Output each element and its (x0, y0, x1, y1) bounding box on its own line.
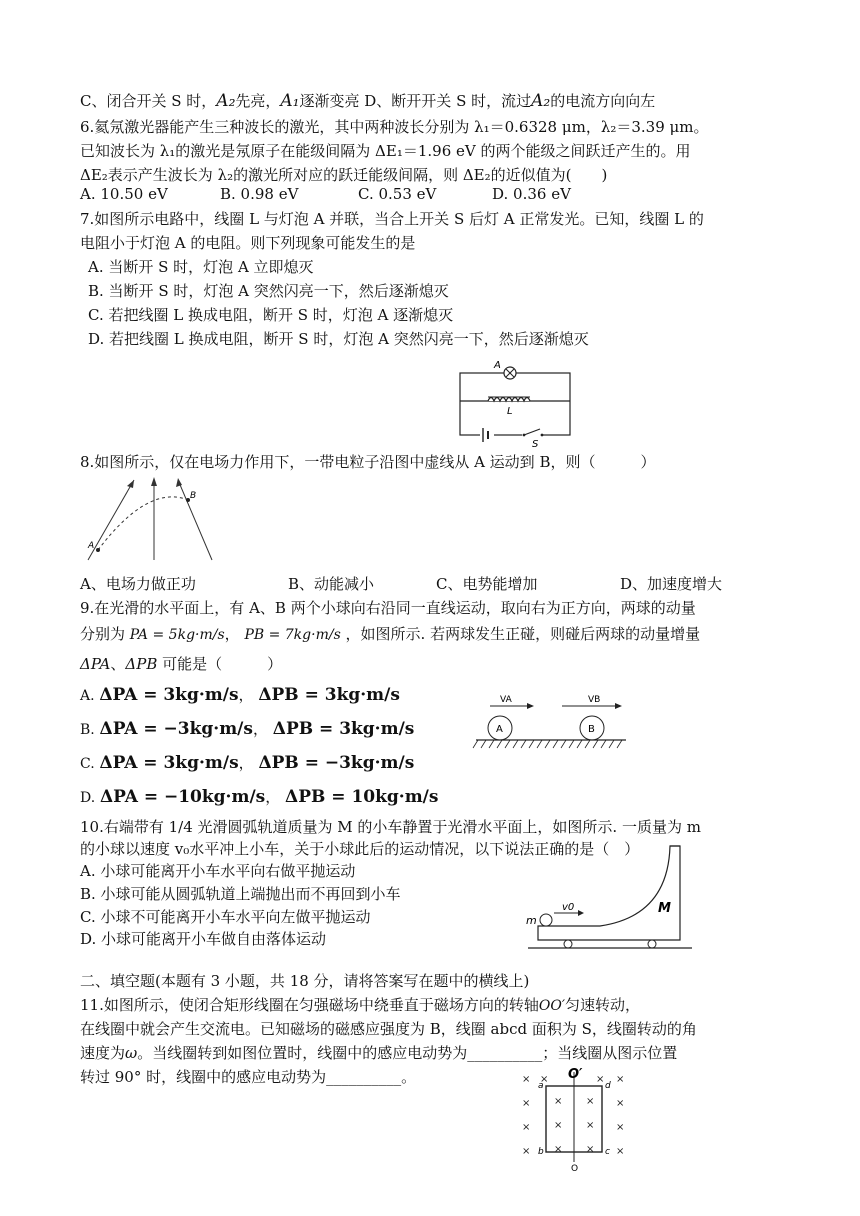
q9-option-c: C. ΔPA = 3kg·m/s， ΔPB = −3kg·m/s (80, 753, 415, 773)
ball-a-label: A (496, 724, 503, 735)
q9-option-d: D. ΔPA = −10kg·m/s， ΔPB = 10kg·m/s (80, 787, 439, 807)
q11-l3-pre: 速度为 (80, 1044, 126, 1062)
q10-option-a: A. 小球可能离开小车水平向右做平抛运动 (80, 862, 356, 880)
svg-text:×: × (616, 1074, 625, 1085)
q8-line-1: 8.如图所示，仅在电场力作用下，一带电粒子沿图中虚线从 A 运动到 B，则（ ） (80, 453, 656, 471)
q9-opt-a-label: A. (80, 688, 95, 704)
q10-line-2: 的小球以速度 v₀水平冲上小车，关于小球此后的运动情况，以下说法正确的是（ ） (80, 840, 640, 858)
q11-line-1 (80, 994, 640, 1017)
q6-line-1: 6.氦氖激光器能产生三种波长的激光，其中两种波长分别为 λ₁＝0.6328 μm，λ₂＝3.39 μm。 (80, 118, 709, 136)
axis-symbol: OO′ (538, 998, 565, 1014)
pb-value: PB = 7kg·m/s (244, 627, 341, 643)
q10-option-d: D. 小球可能离开小车做自由落体运动 (80, 930, 327, 948)
svg-text:×: × (586, 1096, 595, 1107)
particle-trajectory (98, 497, 188, 550)
q9-opt-c-label: C. (80, 756, 95, 772)
ground-hatch (473, 740, 622, 748)
q6-line-3: ΔE₂表示产生波长为 λ₂的激光所对应的跃迁能级间隔，则 ΔE₂的近似值为( ) (80, 166, 608, 184)
q9-l2-post: ，如图所示. 若两球发生正碰，则碰后两球的动量增量 (345, 625, 701, 643)
big-m-label: M (658, 901, 671, 916)
coil-label: L (507, 406, 513, 417)
q9-line-3: ΔPA、ΔPB 可能是（ ） (80, 655, 283, 673)
dpb-symbol: ΔPB (125, 655, 158, 673)
q11-line-4: 转过 90° 时，线圈中的感应电动势为__________。 (80, 1068, 417, 1086)
axis-bottom-label: O (571, 1164, 579, 1174)
svg-text:×: × (616, 1098, 625, 1109)
q10-line-1: 10.右端带有 1/4 光滑圆弧轨道质量为 M 的小车静置于光滑水平面上，如图所示. 一质量为 m (80, 818, 701, 836)
q9-opt-b-dpa: ΔPA = −3kg·m/s (99, 719, 253, 739)
q9-l3-post: 可能是（ ） (162, 655, 283, 673)
q9-opt-b-dpb: ΔPB = 3kg·m/s (272, 719, 415, 739)
q9-opt-c-dpa: ΔPA = 3kg·m/s (99, 753, 239, 773)
axis-top-label: O′ (568, 1067, 583, 1082)
q11-l1-pre: 11.如图所示，使闭合矩形线圈在匀强磁场中绕垂直于磁场方向的转轴 (80, 996, 539, 1014)
q6-option-c: C. 0.53 eV (358, 185, 437, 203)
q9-l2-pre: 分别为 (80, 625, 126, 643)
va-label: VA (500, 695, 512, 705)
pa-value: PA = 5kg·m/s (129, 627, 225, 643)
q5-cd-line (80, 90, 655, 112)
a2-symbol-2: A₂ (531, 91, 551, 111)
point-b-label: B (190, 491, 197, 501)
q7-line-1: 7.如图所示电路中，线圈 L 与灯泡 A 并联，当合上开关 S 后灯 A 正常发光。已知，线圈 L 的 (80, 210, 704, 228)
cart-body (538, 846, 680, 940)
q7-option-b: B. 当断开 S 时，灯泡 A 突然闪亮一下，然后逐渐熄灭 (88, 282, 449, 300)
a2-symbol: A₂ (216, 91, 236, 111)
coil-symbol (488, 398, 530, 402)
q9-opt-d-dpb: ΔPB = 10kg·m/s (285, 787, 439, 807)
svg-text:×: × (522, 1122, 531, 1133)
q11-coil-figure (516, 1068, 634, 1172)
svg-text:×: × (596, 1074, 605, 1085)
q7-line-2: 电阻小于灯泡 A 的电阻。则下列现象可能发生的是 (80, 234, 416, 252)
lamp-label: A (494, 360, 501, 371)
q9-line-2: 分别为 PA = 5kg·m/s， PB = 7kg·m/s ，如图所示. 若两球发生正碰，则碰后两球的动量增量 (80, 625, 701, 643)
q5-c-pre: C、闭合开关 S 时， (80, 92, 217, 110)
q7-circuit-figure (450, 356, 580, 450)
svg-text:×: × (522, 1146, 531, 1157)
q8-option-b: B、动能减小 (288, 575, 375, 593)
q8-option-c: C、电势能增加 (436, 575, 538, 593)
q6-option-d: D. 0.36 eV (492, 185, 571, 203)
q9-opt-b-label: B. (80, 722, 95, 738)
q8-option-a: A、电场力做正功 (80, 575, 196, 593)
wheel-left (564, 940, 572, 948)
svg-text:×: × (540, 1074, 549, 1085)
q6-option-b: B. 0.98 eV (220, 185, 299, 203)
q11-line-2: 在线圈中就会产生交流电。已知磁场的磁感应强度为 B，线圈 abcd 面积为 S，线圈转动的角 (80, 1020, 697, 1038)
svg-text:×: × (616, 1146, 625, 1157)
vb-label: VB (588, 695, 601, 705)
q5-c-post: 的电流方向向左 (550, 92, 656, 110)
svg-text:×: × (554, 1120, 563, 1131)
q9-opt-c-dpb: ΔPB = −3kg·m/s (258, 753, 415, 773)
q6-line-2: 已知波长为 λ₁的激光是氖原子在能级间隔为 ΔE₁＝1.96 eV 的两个能级之间跃迁产生的。用 (80, 142, 691, 160)
point-a-label: A (88, 541, 95, 551)
q9-opt-d-dpa: ΔPA = −10kg·m/s (99, 787, 266, 807)
svg-text:×: × (586, 1120, 595, 1131)
svg-text:×: × (522, 1074, 531, 1085)
svg-text:×: × (522, 1098, 531, 1109)
q10-option-b: B. 小球可能从圆弧轨道上端抛出而不再回到小车 (80, 885, 401, 903)
svg-text:×: × (616, 1122, 625, 1133)
q8-field-figure (78, 474, 228, 564)
omega-symbol: ω (125, 1044, 138, 1062)
field-line-left (88, 480, 134, 560)
svg-text:×: × (554, 1144, 563, 1155)
q7-option-d: D. 若把线圈 L 换成电阻，断开 S 时，灯泡 A 突然闪亮一下，然后逐渐熄灭 (88, 330, 589, 348)
a1-symbol: A₁ (280, 91, 300, 111)
wheel-right (648, 940, 656, 948)
corner-a: a (538, 1081, 544, 1091)
q6-option-a: A. 10.50 eV (80, 185, 168, 203)
q11-line-3 (80, 1042, 677, 1064)
q7-option-a: A. 当断开 S 时，灯泡 A 立即熄灭 (88, 258, 314, 276)
ball-m (540, 914, 552, 926)
q10-option-c: C. 小球不可能离开小车水平向左做平抛运动 (80, 908, 371, 926)
section-2-heading: 二、填空题(本题有 3 小题，共 18 分，请将答案写在题中的横线上) (80, 972, 530, 990)
q9-balls-figure (470, 690, 630, 756)
q8-option-d: D、加速度增大 (620, 575, 723, 593)
q9-option-b: B. ΔPA = −3kg·m/s， ΔPB = 3kg·m/s (80, 719, 415, 739)
q9-option-a: A. ΔPA = 3kg·m/s， ΔPB = 3kg·m/s (80, 685, 400, 705)
dpa-symbol: ΔPA (80, 655, 111, 673)
switch-label: S (532, 439, 539, 450)
q11-l1-post: 匀速转动， (565, 996, 641, 1014)
q9-opt-a-dpa: ΔPA = 3kg·m/s (99, 685, 239, 705)
q9-opt-a-dpb: ΔPB = 3kg·m/s (258, 685, 400, 705)
m-label: m (526, 914, 537, 927)
q7-option-c: C. 若把线圈 L 换成电阻，断开 S 时，灯泡 A 逐渐熄灭 (88, 306, 454, 324)
q9-line-1: 9.在光滑的水平面上，有 A、B 两个小球向右沿同一直线运动，取向右为正方向，两球的动量 (80, 599, 696, 617)
corner-d: d (605, 1081, 611, 1091)
svg-text:×: × (554, 1096, 563, 1107)
circuit-frame (460, 373, 570, 435)
corner-c: c (605, 1147, 610, 1157)
q9-opt-d-label: D. (80, 790, 96, 806)
q5-c-mid: 先亮， (235, 92, 281, 110)
corner-b: b (538, 1147, 544, 1157)
v0-label: v0 (562, 902, 575, 913)
svg-text:×: × (586, 1144, 595, 1155)
q11-l3-post: 。当线圈转到如图位置时，线圈中的感应电动势为__________；当线圈从图示位置 (137, 1044, 678, 1062)
ball-b-label: B (588, 724, 595, 735)
q10-cart-figure (520, 838, 695, 954)
q5-c-mid2: 逐渐变亮 D、断开开关 S 时，流过 (299, 92, 532, 110)
